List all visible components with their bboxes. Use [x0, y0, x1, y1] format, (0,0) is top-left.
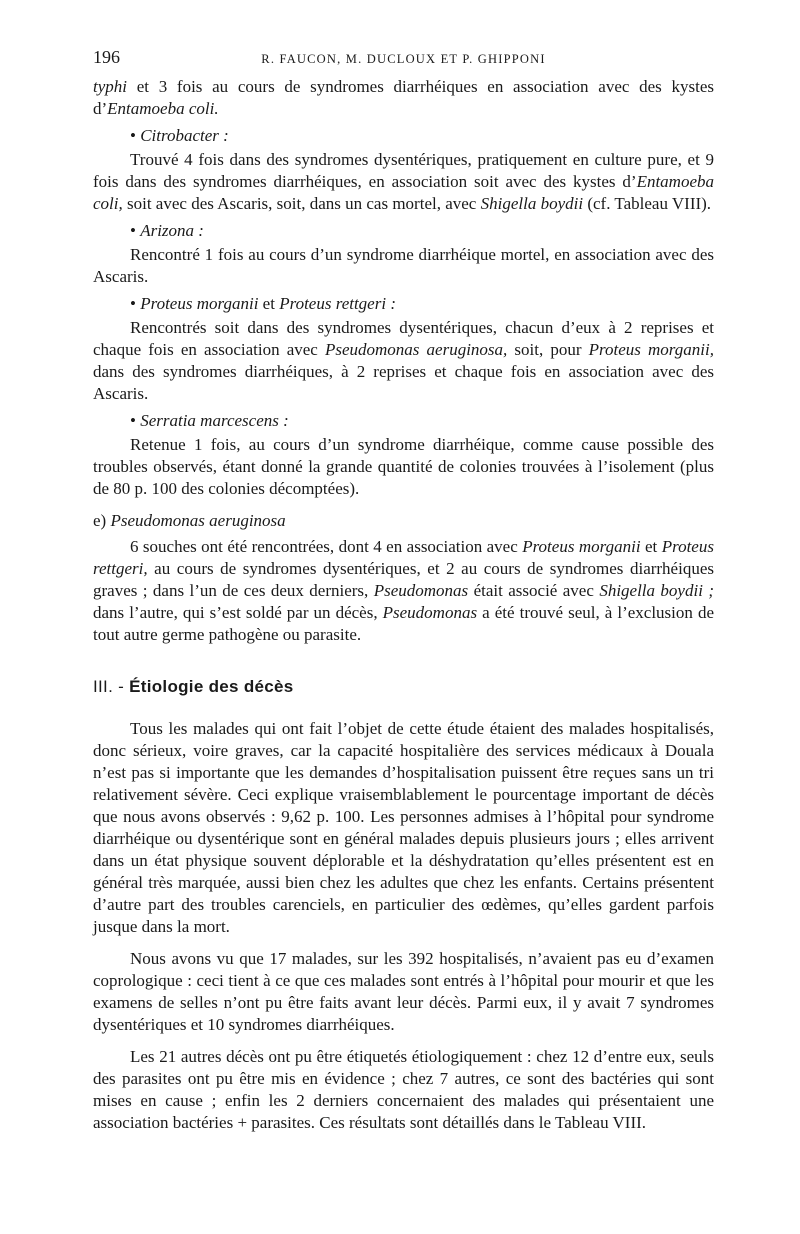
- bullet-serratia: • Serratia marcescens :: [130, 411, 289, 430]
- paragraph-proteus: Rencontrés soit dans des syndromes dysentériques, chacun d’eux à 2 reprises et chaque fois en association avec Pseudomonas aeruginosa, soit, pour Proteus morganii, dans des syndromes diarrhéiques, à 2 reprises et chaque fois en association avec des Ascaris.: [93, 318, 714, 403]
- bullet-icon: •: [130, 221, 136, 240]
- bullet-icon: •: [130, 294, 136, 313]
- bullet-icon: •: [130, 126, 136, 145]
- running-title: R. FAUCON, M. DUCLOUX ET P. GHIPPONI: [261, 52, 546, 66]
- bullet-citrobacter: • Citrobacter :: [130, 126, 229, 145]
- paragraph-deces: Les 21 autres décès ont pu être étiquetés étiologiquement : chez 12 d’entre eux, seuls des parasites ont pu être mis en évidence ; chez 7 autres, ce sont des bactéries qui sont mises en cause ; enfin les 2 derniers concernaient des malades qui présentaient une association bactéries + parasites. Ces résultats sont détaillés dans le Tableau VIII.: [93, 1047, 714, 1132]
- page: [93, 46, 714, 1134]
- page-number: 196: [93, 47, 120, 67]
- bullet-proteus: • Proteus morganii et Proteus rettgeri :: [130, 294, 396, 313]
- paragraph-hospitalises: Tous les malades qui ont fait l’objet de cette étude étaient des malades hospitalisés, donc sérieux, voire graves, car la capacité hospitalière des services médicaux à Douala n’est pas si importante que les demandes d’hospitalisation puissent être reçues sans un tri relativement sévère. Ceci explique vraisemblablement le pourcentage important de décès que nous avons observés : 9,62 p. 100. Les personnes admises à l’hôpital pour syndrome diarrhéique ou dysentérique sont en général malades depuis plusieurs jours ; elles arrivent dans un état physique souvent déplorable et la déshydratation qu’elles présentent est en général très marquée, aussi bien chez les adultes que chez les enfants. Certains présentent d’autre part des troubles carenciels, en particulier des œdèmes, qu’elles gardent parfois jusque dans la mort.: [93, 719, 714, 936]
- bullet-arizona: • Arizona :: [130, 221, 204, 240]
- section-heading: III. - Étiologie des décès: [93, 677, 294, 696]
- paragraph-serratia: Retenue 1 fois, au cours d’un syndrome diarrhéique, comme cause possible des troubles observés, étant donné la grande quantité de colonies trouvées à l’isolement (plus de 80 p. 100 des colonies décomptées).: [93, 435, 714, 498]
- paragraph-examen: Nous avons vu que 17 malades, sur les 392 hospitalisés, n’avaient pas eu d’examen coprologique : ceci tient à ce que ces malades sont entrés à l’hôpital pour mourir et que les examens de selles n’ont pu être faits avant leur décès. Parmi eux, il y avait 7 syndromes dysentériques et 10 syndromes diarrhéiques.: [93, 949, 714, 1034]
- page-header: [93, 46, 714, 76]
- paragraph-typhi: typhi et 3 fois au cours de syndromes diarrhéiques en association avec des kystes d’Entamoeba coli.: [93, 77, 714, 118]
- subheading-pseudomonas: e) Pseudomonas aeruginosa: [93, 511, 286, 530]
- bullet-icon: •: [130, 411, 136, 430]
- paragraph-citrobacter: Trouvé 4 fois dans des syndromes dysentériques, pratiquement en culture pure, et 9 fois dans des syndromes diarrhéiques, en association soit avec des kystes d’Entamoeba coli, soit avec des Ascaris, soit, dans un cas mortel, avec Shigella boydii (cf. Tableau VIII).: [93, 150, 714, 213]
- paragraph-pseudomonas: 6 souches ont été rencontrées, dont 4 en association avec Proteus morganii et Proteus rettgeri, au cours de syndromes dysentériques, et 2 au cours de syndromes diarrhéiques graves ; dans l’un de ces deux derniers, Pseudomonas était associé avec Shigella boydii ; dans l’autre, qui s’est soldé par un décès, Pseudomonas a été trouvé seul, à l’exclusion de tout autre germe pathogène ou parasite.: [93, 537, 714, 644]
- paragraph-arizona: Rencontré 1 fois au cours d’un syndrome diarrhéique mortel, en association avec des Ascaris.: [93, 245, 714, 286]
